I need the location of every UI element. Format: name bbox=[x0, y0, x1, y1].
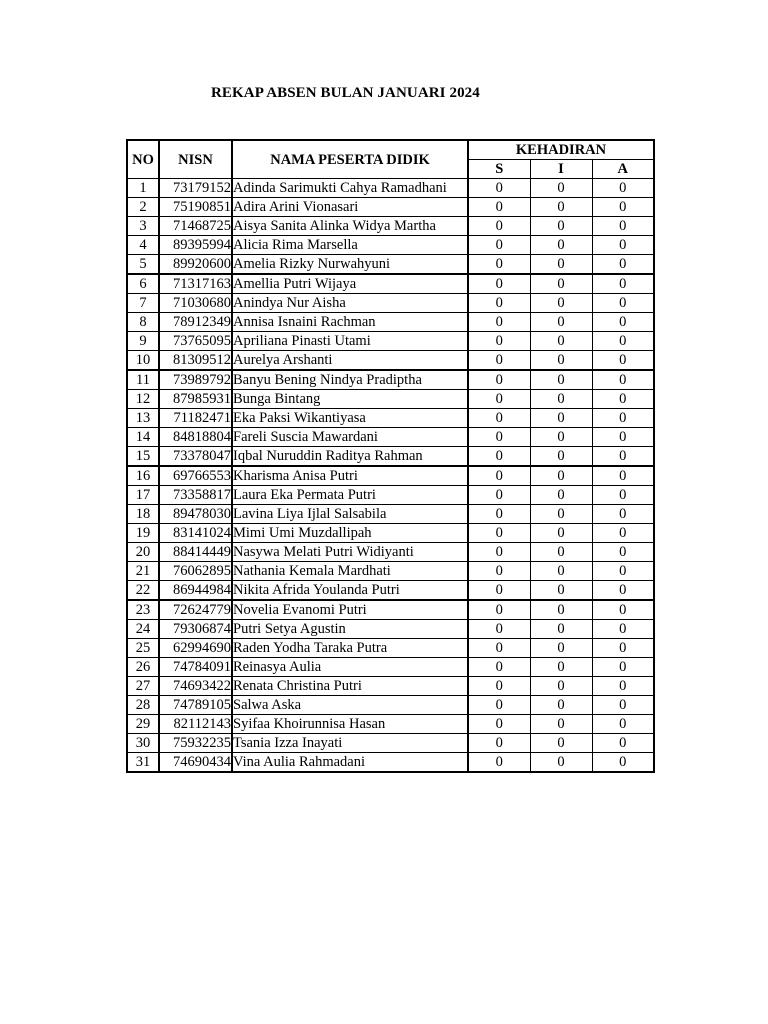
table-row bbox=[127, 351, 654, 371]
row-nisn: 71317163 bbox=[159, 274, 232, 294]
row-sakit-count: 0 bbox=[468, 524, 530, 543]
row-sakit-count: 0 bbox=[468, 370, 530, 390]
table-row bbox=[127, 466, 654, 486]
row-nisn: 84818804 bbox=[159, 428, 232, 447]
row-student-name: Amelia Rizky Nurwahyuni bbox=[232, 255, 468, 275]
row-alpa-count: 0 bbox=[592, 696, 654, 715]
row-student-name: Syifaa Khoirunnisa Hasan bbox=[232, 715, 468, 734]
table-row bbox=[127, 581, 654, 601]
row-izin-count: 0 bbox=[530, 562, 592, 581]
row-nisn: 78912349 bbox=[159, 313, 232, 332]
row-alpa-count: 0 bbox=[592, 543, 654, 562]
row-izin-count: 0 bbox=[530, 715, 592, 734]
page-title: REKAP ABSEN BULAN JANUARI 2024 bbox=[211, 85, 480, 101]
row-sakit-count: 0 bbox=[468, 274, 530, 294]
row-number: 14 bbox=[127, 428, 159, 447]
row-student-name: Vina Aulia Rahmadani bbox=[232, 753, 468, 773]
row-sakit-count: 0 bbox=[468, 217, 530, 236]
row-number: 28 bbox=[127, 696, 159, 715]
row-alpa-count: 0 bbox=[592, 179, 654, 198]
row-alpa-count: 0 bbox=[592, 581, 654, 601]
row-sakit-count: 0 bbox=[468, 255, 530, 275]
row-izin-count: 0 bbox=[530, 217, 592, 236]
row-izin-count: 0 bbox=[530, 428, 592, 447]
row-sakit-count: 0 bbox=[468, 581, 530, 601]
row-number: 9 bbox=[127, 332, 159, 351]
row-izin-count: 0 bbox=[530, 294, 592, 313]
table-header bbox=[127, 140, 654, 179]
row-student-name: Amellia Putri Wijaya bbox=[232, 274, 468, 294]
row-number: 5 bbox=[127, 255, 159, 275]
row-student-name: Nasywa Melati Putri Widiyanti bbox=[232, 543, 468, 562]
row-nisn: 79306874 bbox=[159, 620, 232, 639]
row-alpa-count: 0 bbox=[592, 274, 654, 294]
row-alpa-count: 0 bbox=[592, 409, 654, 428]
row-izin-count: 0 bbox=[530, 409, 592, 428]
row-alpa-count: 0 bbox=[592, 600, 654, 620]
row-number: 20 bbox=[127, 543, 159, 562]
row-alpa-count: 0 bbox=[592, 198, 654, 217]
row-student-name: Lavina Liya Ijlal Salsabila bbox=[232, 505, 468, 524]
row-number: 7 bbox=[127, 294, 159, 313]
row-nisn: 89478030 bbox=[159, 505, 232, 524]
row-nisn: 87985931 bbox=[159, 390, 232, 409]
table-row bbox=[127, 696, 654, 715]
row-number: 23 bbox=[127, 600, 159, 620]
row-alpa-count: 0 bbox=[592, 753, 654, 773]
row-izin-count: 0 bbox=[530, 639, 592, 658]
header-s: S bbox=[468, 160, 530, 179]
row-student-name: Eka Paksi Wikantiyasa bbox=[232, 409, 468, 428]
table-row bbox=[127, 677, 654, 696]
row-nisn: 74789105 bbox=[159, 696, 232, 715]
table-row bbox=[127, 428, 654, 447]
table-row bbox=[127, 313, 654, 332]
header-name: NAMA PESERTA DIDIK bbox=[232, 140, 468, 179]
row-izin-count: 0 bbox=[530, 179, 592, 198]
row-student-name: Aurelya Arshanti bbox=[232, 351, 468, 371]
row-nisn: 82112143 bbox=[159, 715, 232, 734]
row-izin-count: 0 bbox=[530, 734, 592, 753]
attendance-table bbox=[126, 139, 655, 773]
row-number: 15 bbox=[127, 447, 159, 467]
table-row bbox=[127, 486, 654, 505]
row-number: 4 bbox=[127, 236, 159, 255]
row-alpa-count: 0 bbox=[592, 715, 654, 734]
row-alpa-count: 0 bbox=[592, 734, 654, 753]
row-student-name: Adira Arini Vionasari bbox=[232, 198, 468, 217]
table-row bbox=[127, 734, 654, 753]
table-row bbox=[127, 390, 654, 409]
row-sakit-count: 0 bbox=[468, 351, 530, 371]
row-izin-count: 0 bbox=[530, 390, 592, 409]
row-alpa-count: 0 bbox=[592, 486, 654, 505]
row-alpa-count: 0 bbox=[592, 294, 654, 313]
row-izin-count: 0 bbox=[530, 543, 592, 562]
row-student-name: Tsania Izza Inayati bbox=[232, 734, 468, 753]
row-sakit-count: 0 bbox=[468, 179, 530, 198]
row-sakit-count: 0 bbox=[468, 236, 530, 255]
row-sakit-count: 0 bbox=[468, 313, 530, 332]
row-student-name: Novelia Evanomi Putri bbox=[232, 600, 468, 620]
row-student-name: Fareli Suscia Mawardani bbox=[232, 428, 468, 447]
row-number: 1 bbox=[127, 179, 159, 198]
row-sakit-count: 0 bbox=[468, 466, 530, 486]
header-nisn: NISN bbox=[159, 140, 232, 179]
table-row bbox=[127, 524, 654, 543]
row-student-name: Anindya Nur Aisha bbox=[232, 294, 468, 313]
row-izin-count: 0 bbox=[530, 370, 592, 390]
row-student-name: Nathania Kemala Mardhati bbox=[232, 562, 468, 581]
table-row bbox=[127, 179, 654, 198]
table-row bbox=[127, 198, 654, 217]
row-sakit-count: 0 bbox=[468, 600, 530, 620]
table-row bbox=[127, 505, 654, 524]
row-izin-count: 0 bbox=[530, 677, 592, 696]
row-nisn: 76062895 bbox=[159, 562, 232, 581]
row-alpa-count: 0 bbox=[592, 562, 654, 581]
row-alpa-count: 0 bbox=[592, 217, 654, 236]
row-nisn: 73765095 bbox=[159, 332, 232, 351]
table-row bbox=[127, 409, 654, 428]
row-izin-count: 0 bbox=[530, 198, 592, 217]
row-student-name: Alicia Rima Marsella bbox=[232, 236, 468, 255]
row-nisn: 83141024 bbox=[159, 524, 232, 543]
table-body bbox=[127, 179, 654, 773]
row-sakit-count: 0 bbox=[468, 543, 530, 562]
row-nisn: 62994690 bbox=[159, 639, 232, 658]
row-student-name: Apriliana Pinasti Utami bbox=[232, 332, 468, 351]
row-number: 26 bbox=[127, 658, 159, 677]
table-row bbox=[127, 715, 654, 734]
row-number: 17 bbox=[127, 486, 159, 505]
row-sakit-count: 0 bbox=[468, 639, 530, 658]
row-nisn: 72624779 bbox=[159, 600, 232, 620]
row-student-name: Reinasya Aulia bbox=[232, 658, 468, 677]
row-number: 18 bbox=[127, 505, 159, 524]
table-row bbox=[127, 447, 654, 467]
row-izin-count: 0 bbox=[530, 313, 592, 332]
row-number: 12 bbox=[127, 390, 159, 409]
row-sakit-count: 0 bbox=[468, 294, 530, 313]
row-nisn: 75932235 bbox=[159, 734, 232, 753]
row-student-name: Nikita Afrida Youlanda Putri bbox=[232, 581, 468, 601]
row-number: 21 bbox=[127, 562, 159, 581]
row-student-name: Aisya Sanita Alinka Widya Martha bbox=[232, 217, 468, 236]
row-student-name: Bunga Bintang bbox=[232, 390, 468, 409]
row-number: 22 bbox=[127, 581, 159, 601]
row-alpa-count: 0 bbox=[592, 370, 654, 390]
row-alpa-count: 0 bbox=[592, 620, 654, 639]
row-nisn: 73989792 bbox=[159, 370, 232, 390]
row-student-name: Raden Yodha Taraka Putra bbox=[232, 639, 468, 658]
row-izin-count: 0 bbox=[530, 466, 592, 486]
row-alpa-count: 0 bbox=[592, 447, 654, 467]
table-row bbox=[127, 658, 654, 677]
table-row bbox=[127, 620, 654, 639]
row-nisn: 74784091 bbox=[159, 658, 232, 677]
row-sakit-count: 0 bbox=[468, 677, 530, 696]
row-student-name: Banyu Bening Nindya Pradiptha bbox=[232, 370, 468, 390]
row-number: 3 bbox=[127, 217, 159, 236]
row-izin-count: 0 bbox=[530, 524, 592, 543]
row-izin-count: 0 bbox=[530, 447, 592, 467]
row-sakit-count: 0 bbox=[468, 486, 530, 505]
row-number: 31 bbox=[127, 753, 159, 773]
row-alpa-count: 0 bbox=[592, 639, 654, 658]
row-izin-count: 0 bbox=[530, 274, 592, 294]
table-row bbox=[127, 600, 654, 620]
row-sakit-count: 0 bbox=[468, 332, 530, 351]
row-sakit-count: 0 bbox=[468, 715, 530, 734]
table-row bbox=[127, 562, 654, 581]
table-row bbox=[127, 753, 654, 773]
header-i: I bbox=[530, 160, 592, 179]
table-row bbox=[127, 332, 654, 351]
row-sakit-count: 0 bbox=[468, 734, 530, 753]
row-sakit-count: 0 bbox=[468, 753, 530, 773]
row-izin-count: 0 bbox=[530, 658, 592, 677]
row-nisn: 89920600 bbox=[159, 255, 232, 275]
row-alpa-count: 0 bbox=[592, 390, 654, 409]
row-number: 30 bbox=[127, 734, 159, 753]
row-number: 16 bbox=[127, 466, 159, 486]
row-alpa-count: 0 bbox=[592, 524, 654, 543]
row-number: 13 bbox=[127, 409, 159, 428]
table-row bbox=[127, 543, 654, 562]
row-number: 25 bbox=[127, 639, 159, 658]
table-row bbox=[127, 370, 654, 390]
row-izin-count: 0 bbox=[530, 600, 592, 620]
row-izin-count: 0 bbox=[530, 505, 592, 524]
row-student-name: Adinda Sarimukti Cahya Ramadhani bbox=[232, 179, 468, 198]
row-sakit-count: 0 bbox=[468, 505, 530, 524]
row-sakit-count: 0 bbox=[468, 620, 530, 639]
row-izin-count: 0 bbox=[530, 581, 592, 601]
row-sakit-count: 0 bbox=[468, 198, 530, 217]
table-row bbox=[127, 294, 654, 313]
row-nisn: 69766553 bbox=[159, 466, 232, 486]
table-row bbox=[127, 217, 654, 236]
row-student-name: Kharisma Anisa Putri bbox=[232, 466, 468, 486]
row-number: 11 bbox=[127, 370, 159, 390]
row-number: 6 bbox=[127, 274, 159, 294]
row-number: 29 bbox=[127, 715, 159, 734]
row-number: 24 bbox=[127, 620, 159, 639]
row-alpa-count: 0 bbox=[592, 236, 654, 255]
row-alpa-count: 0 bbox=[592, 313, 654, 332]
row-alpa-count: 0 bbox=[592, 677, 654, 696]
table-row bbox=[127, 236, 654, 255]
row-nisn: 73378047 bbox=[159, 447, 232, 467]
header-a: A bbox=[592, 160, 654, 179]
row-izin-count: 0 bbox=[530, 620, 592, 639]
row-student-name: Renata Christina Putri bbox=[232, 677, 468, 696]
row-nisn: 75190851 bbox=[159, 198, 232, 217]
row-nisn: 88414449 bbox=[159, 543, 232, 562]
row-sakit-count: 0 bbox=[468, 409, 530, 428]
row-student-name: Salwa Aska bbox=[232, 696, 468, 715]
row-izin-count: 0 bbox=[530, 236, 592, 255]
row-sakit-count: 0 bbox=[468, 696, 530, 715]
row-number: 10 bbox=[127, 351, 159, 371]
table-row bbox=[127, 255, 654, 275]
row-izin-count: 0 bbox=[530, 696, 592, 715]
row-nisn: 74690434 bbox=[159, 753, 232, 773]
row-izin-count: 0 bbox=[530, 351, 592, 371]
table-row bbox=[127, 639, 654, 658]
row-sakit-count: 0 bbox=[468, 562, 530, 581]
row-student-name: Laura Eka Permata Putri bbox=[232, 486, 468, 505]
row-sakit-count: 0 bbox=[468, 390, 530, 409]
row-sakit-count: 0 bbox=[468, 428, 530, 447]
row-student-name: Annisa Isnaini Rachman bbox=[232, 313, 468, 332]
header-no: NO bbox=[127, 140, 159, 179]
row-student-name: Putri Setya Agustin bbox=[232, 620, 468, 639]
row-izin-count: 0 bbox=[530, 753, 592, 773]
row-izin-count: 0 bbox=[530, 486, 592, 505]
row-alpa-count: 0 bbox=[592, 658, 654, 677]
row-nisn: 71030680 bbox=[159, 294, 232, 313]
row-number: 8 bbox=[127, 313, 159, 332]
row-nisn: 73358817 bbox=[159, 486, 232, 505]
row-number: 19 bbox=[127, 524, 159, 543]
row-number: 2 bbox=[127, 198, 159, 217]
row-nisn: 86944984 bbox=[159, 581, 232, 601]
row-nisn: 71182471 bbox=[159, 409, 232, 428]
row-student-name: Iqbal Nuruddin Raditya Rahman bbox=[232, 447, 468, 467]
row-alpa-count: 0 bbox=[592, 428, 654, 447]
row-student-name: Mimi Umi Muzdallipah bbox=[232, 524, 468, 543]
row-alpa-count: 0 bbox=[592, 255, 654, 275]
row-izin-count: 0 bbox=[530, 255, 592, 275]
row-alpa-count: 0 bbox=[592, 505, 654, 524]
row-izin-count: 0 bbox=[530, 332, 592, 351]
row-sakit-count: 0 bbox=[468, 447, 530, 467]
row-nisn: 71468725 bbox=[159, 217, 232, 236]
row-nisn: 89395994 bbox=[159, 236, 232, 255]
row-nisn: 81309512 bbox=[159, 351, 232, 371]
row-nisn: 73179152 bbox=[159, 179, 232, 198]
row-alpa-count: 0 bbox=[592, 332, 654, 351]
row-nisn: 74693422 bbox=[159, 677, 232, 696]
row-alpa-count: 0 bbox=[592, 351, 654, 371]
header-kehadiran: KEHADIRAN bbox=[468, 140, 654, 160]
row-alpa-count: 0 bbox=[592, 466, 654, 486]
row-number: 27 bbox=[127, 677, 159, 696]
table-row bbox=[127, 274, 654, 294]
row-sakit-count: 0 bbox=[468, 658, 530, 677]
